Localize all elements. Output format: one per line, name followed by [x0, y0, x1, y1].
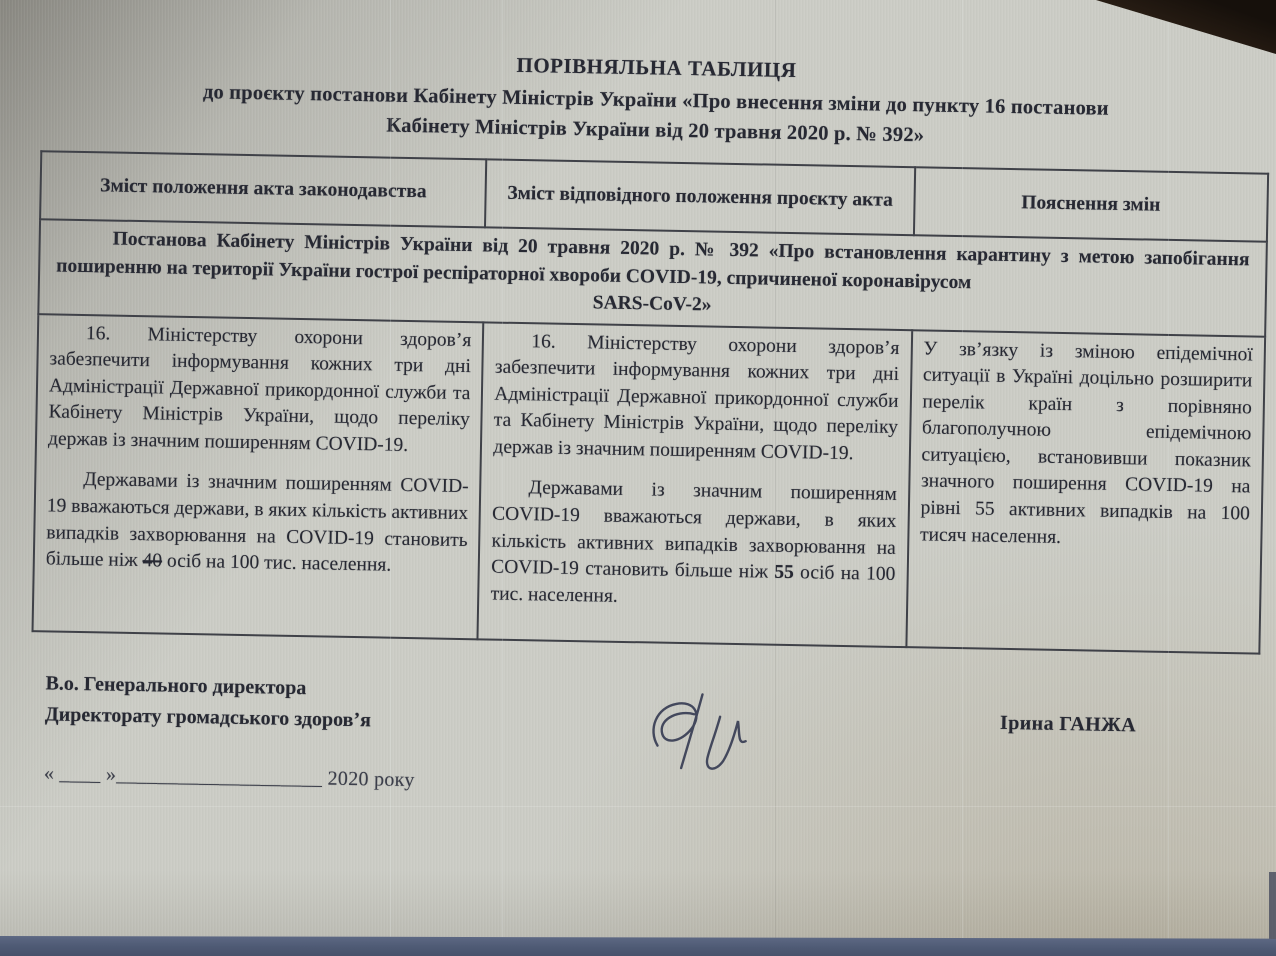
law-paragraph-2-text: Державами із значним поширенням COVID-19 вважаються держави, в яких кількість активних випадків захворювання на COVID-19 становить більше ніж: [45, 469, 469, 572]
signatory-position-line1: В.о. Генерального директора: [45, 672, 307, 700]
document-subtitle-line1: до проєкту постанови Кабінету Міністрів України «Про внесення зміни до пункту 16 постанови: [202, 81, 1109, 120]
column-header-draft: Зміст відповідного положення проєкту акта: [485, 159, 914, 235]
comparison-table: [32, 150, 1270, 654]
content-row: [33, 314, 1266, 653]
signatory-name: Ірина ГАНЖА: [999, 711, 1137, 737]
screen-seam-vertical: [1168, 0, 1169, 956]
draft-content-cell: [478, 322, 912, 647]
handwritten-signature: [635, 679, 797, 792]
screen-seam-vertical: [775, 0, 776, 956]
date-blank-line: « ____ »____________________ 2020 року: [43, 762, 415, 792]
screen-seam-horizontal: [0, 806, 1276, 807]
signatory-position: [45, 668, 372, 736]
statute-title-text: Постанова Кабінету Міністрів України від 20 травня 2020 р. № 392 «Про встановлення карантину з метою запобігання поширенню на території України гострої респіраторної хвороби COVID-19, спричиненої коронавірусом: [56, 228, 1250, 293]
law-paragraph-1: 16. Міністерству охорони здоров’я забезпечити інформування кожних три дні Адміністрації Державної прикордонної служби та Кабінету Міністрів України, щодо переліку держав із значним поширенням COVID-19.: [47, 322, 472, 456]
law-paragraph-2-tail: осіб на 100 тис. населення.: [161, 550, 392, 576]
explanation-paragraph: У зв’язку із зміною епідемічної ситуації в Україні доцільно розширити перелік країн з порівняно благополучною епідемічною ситуацією, встановивши показник значного поширення COVID-19 на рівні 55 активних випадків на 100 тисяч населення.: [919, 337, 1254, 548]
law-content-cell: [33, 314, 484, 639]
screen-seam-vertical: [502, 0, 503, 956]
photo-bottom-band: [0, 936, 1276, 956]
draft-paragraph-1: 16. Міністерству охорони здоров’я забезпечити інформування кожних три дні Адміністрації Державної прикордонної служби та Кабінету Міністрів України, щодо переліку держав із значним поширенням COVID-19.: [493, 330, 900, 465]
strikethrough-old-value: 40: [142, 550, 163, 572]
photo-right-edge-shadow: [1269, 872, 1276, 940]
draft-paragraph-2: [490, 475, 897, 615]
bold-new-value: 55: [774, 561, 795, 584]
document-subtitle-line2: Кабінету Міністрів України від 20 травня 2020 р. № 392»: [386, 114, 925, 147]
explanation-cell: [906, 330, 1265, 653]
document-title: ПОРІВНЯЛЬНА ТАБЛИЦЯ: [516, 52, 797, 83]
column-header-law: Зміст положення акта законодавства: [40, 151, 487, 227]
draft-paragraph-2-tail: осіб на 100 тис. населення.: [490, 562, 896, 607]
statute-title-virus-name: SARS-CoV-2»: [592, 292, 712, 316]
screen-seam-vertical: [390, 0, 391, 956]
column-header-explanation: Пояснення змін: [914, 167, 1269, 241]
document-heading: [41, 44, 1271, 157]
screen-seam-vertical: [962, 0, 963, 956]
signatory-position-line2: Директорату громадського здоров’я: [44, 703, 372, 732]
law-paragraph-2: [46, 467, 469, 581]
draft-paragraph-2-text: Державами із значним поширенням COVID-19 вважаються держави, в яких кількість активних випадків захворювання на COVID-19 становить більше ніж: [490, 477, 897, 583]
